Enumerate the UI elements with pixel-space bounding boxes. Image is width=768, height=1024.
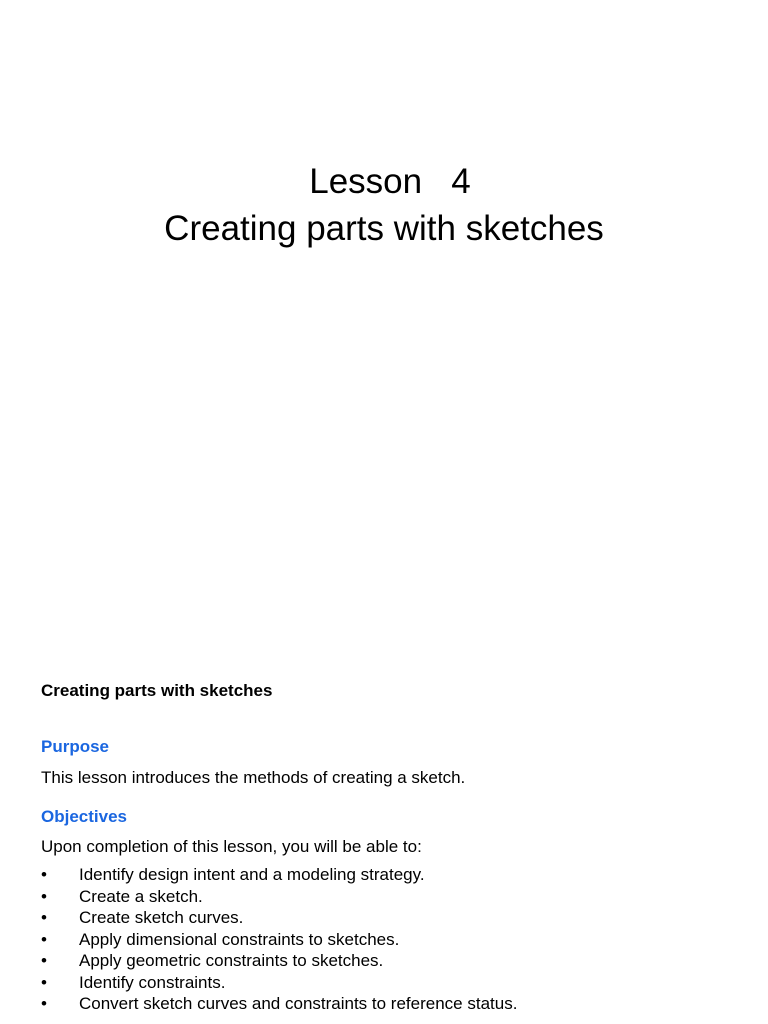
list-item [41,972,741,994]
bullet-icon: • [41,951,47,970]
list-item-text: Apply dimensional constraints to sketches. [79,929,400,949]
bullet-icon: • [41,865,47,884]
list-item-text: Create a sketch. [79,886,203,906]
list-item [41,864,741,886]
bullet-icon: • [41,972,47,992]
lesson-name: Creating parts with sketches [164,209,604,248]
purpose-text: This lesson introduces the methods of creating a sketch. [41,768,466,787]
list-item [41,929,741,951]
purpose-heading: Purpose [41,737,110,756]
lesson-number: Lesson 4 [309,162,471,201]
objectives-heading: Objectives [41,807,127,826]
list-item-text: Identify design intent and a modeling strategy. [79,865,425,884]
objectives-list [41,864,741,1015]
objectives-intro: Upon completion of this lesson, you will be able to: [41,837,422,856]
list-item [41,993,741,1015]
section-heading: Creating parts with sketches [41,681,273,700]
list-item [41,886,741,908]
bullet-icon: • [41,908,47,927]
list-item-text: Convert sketch curves and constraints to reference status. [79,994,518,1013]
list-item [41,950,741,972]
bullet-icon: • [41,994,47,1013]
list-item-text: Apply geometric constraints to sketches. [79,951,384,970]
lesson-title [0,158,768,252]
list-item-text: Identify constraints. [79,972,226,992]
list-item-text: Create sketch curves. [79,908,244,927]
bullet-icon: • [41,929,47,949]
bullet-icon: • [41,886,47,906]
list-item [41,907,741,929]
